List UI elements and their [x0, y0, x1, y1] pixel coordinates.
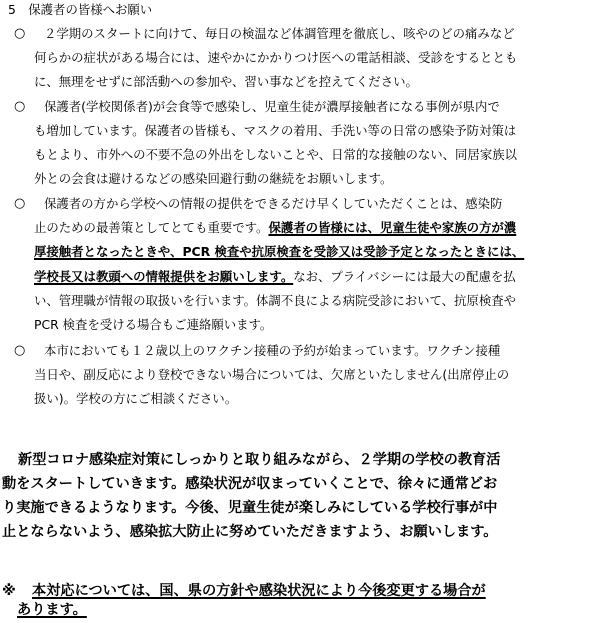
- item-text-line: 保護者の方から学校への情報の提供をできるだけ早くしていただくことは、感染防: [44, 196, 503, 211]
- item-text-line: もとより、市外への不要不急の外出をしないことや、日常的な接触のない、同居家族以: [34, 147, 517, 162]
- item-text-line: 何らかの症状がある場合には、速やかにかかりつけ医への電話相談、受診をするととも: [34, 50, 518, 65]
- section-number: 5: [8, 2, 16, 17]
- item-text-line: 扱い)。学校の方にご相談ください。: [34, 391, 238, 406]
- item-emphasis-text: 学校長又は教頭への情報提供をお願いします。: [34, 269, 294, 284]
- closing-line: 動をスタートしていきます。感染状況が収まっていくことで、徐々に通常どお: [2, 476, 498, 492]
- bullet-circle-icon: ○: [14, 26, 26, 41]
- note-text-line: あります。: [17, 602, 87, 618]
- item-text-line: 外との会食は避けるなどの感染回避行動の継続をお願いします。: [34, 171, 393, 186]
- item-text-line: [34, 270, 516, 284]
- note-mark: ※: [2, 583, 16, 599]
- note-text-line: 本対応については、国、県の方針や感染状況により今後変更する場合が: [32, 583, 486, 599]
- closing-line: 止とならないよう、感染拡大防止に努めていただきますよう、お願いします。: [2, 524, 498, 540]
- item-text-line: PCR 検査を受ける場合もご連絡願います。: [34, 317, 273, 332]
- item-emphasis-text: 厚接触者となったときや、PCR 検査や抗原検査を受診又は受診予定となったときには、: [34, 244, 525, 259]
- item-plain-text: なお、プライバシーには最大の配慮を払: [293, 269, 516, 284]
- item-text-line: い、管理職が情報の取扱いを行います。体調不良による病院受診において、抗原検査や: [34, 293, 516, 308]
- item-text-line: [34, 221, 516, 235]
- bullet-circle-icon: ○: [14, 343, 26, 358]
- item-text-line: 本市においても１２歳以上のワクチン接種の予約が始まっています。ワクチン接種: [44, 343, 501, 358]
- item-emphasis-text: 保護者の皆様には、児童生徒や家族の方が濃: [268, 220, 517, 235]
- item-plain-text: 止のための最善策としてとても重要です。: [34, 220, 269, 235]
- closing-line: り実施できるようなります。今後、児童生徒が楽しみにしている学校行事が中: [2, 500, 498, 516]
- item-text-line: に、無理をせずに部活動への参加や、習い事などを控えてください。: [34, 74, 418, 89]
- bullet-circle-icon: ○: [14, 196, 26, 211]
- bullet-circle-icon: ○: [14, 99, 26, 114]
- item-text-line: 当日や、副反応により登校できない場合については、欠席といたしません(出席停止の: [34, 367, 510, 382]
- section-title: 保護者の皆様へお願い: [28, 2, 153, 17]
- section-heading: [8, 3, 152, 17]
- item-text-line: ２学期のスタートに向けて、毎日の検温など体調管理を徹底し、咳やのどの痛みなど: [44, 26, 515, 41]
- item-text-line: も増加しています。保護者の皆様も、マスクの着用、手洗い等の日常の感染予防対策は: [34, 123, 517, 138]
- closing-line: 新型コロナ感染症対策にしっかりと取り組みながら、２学期の学校の教育活: [18, 452, 501, 468]
- item-text-line: 保護者(学校関係者)が会食等で感染し、児童生徒が濃厚接触者になる事例が県内で: [44, 99, 500, 114]
